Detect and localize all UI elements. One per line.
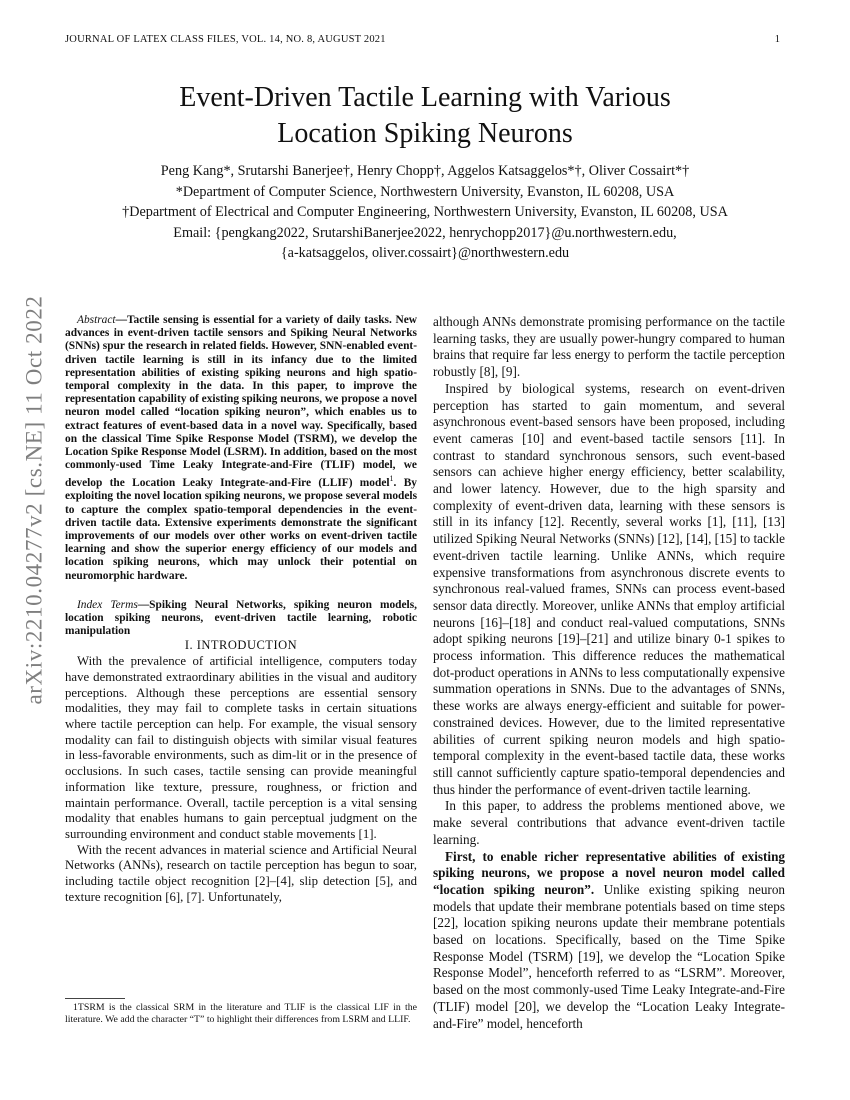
running-header: JOURNAL OF LATEX CLASS FILES, VOL. 14, NO. 8, AUGUST 2021 [65,34,386,45]
abstract [65,314,417,583]
title-line-2: Location Spiking Neurons [277,118,573,149]
index-terms [65,599,417,639]
footnote-divider [65,998,125,999]
right-paragraph-0: although ANNs demonstrate promising performance on the tactile learning tasks, they are usually power-hungry compared to human brains that require far less energy to perform the tactile perception robustly [8], [9]. [433,314,785,380]
page-number: 1 [774,34,780,45]
author-block [40,161,810,264]
footnote-mark: 1 [389,474,394,484]
footnote: 1TSRM is the classical SRM in the literature and TLIF is the classical LIF in the literature. We add the character “T” to highlight their differences from LSRM and LLIF. [65,1002,417,1025]
arxiv-identifier: arXiv:2210.04277v2 [cs.NE] 11 Oct 2022 [22,295,47,705]
contribution-1-bold: First, to enable richer representative abilities of existing spiking neurons, we propose a novel neuron model called “location spiking neuron”. [433,848,785,897]
arxiv-watermark-container [0,295,70,705]
author-names: Peng Kang*, Srutarshi Banerjee†, Henry Chopp†, Aggelos Katsaggelos*†, Oliver Cossairt*† [160,163,690,179]
left-column [65,314,417,905]
right-column [433,314,785,1032]
index-terms-text: —Spiking Neural Networks, spiking neuron models, location spiking neurons, event-driven tactile learning, robotic manipulation [65,598,417,638]
abstract-label: Abstract [77,314,116,326]
abstract-text-continued: . By exploiting the novel location spiking neurons, we propose several models to capture the complex spatio-temporal dependencies in the event-driven tactile data. Extensive experiments demonstrate the significant improvements of our models over other works on event-driven tactile learning and show the superior energy efficiency of our models and location spiking neurons, which may unlock their potential on neuromorphic hardware. [65,477,417,582]
author-emails-line-2: {a-katsaggelos, oliver.cossairt}@northwestern.edu [280,245,570,261]
intro-paragraph-1: With the prevalence of artificial intelligence, computers today have demonstrated extraordinary abilities in the visual and auditory perceptions. Although these perceptions are essential sensory modalities, they may fail to complete tasks in certain situations where tactile perception can help. For example, the visual sensory modality can fail to distinguish objects with similar visual features in less-favorable environments, such as dim-lit or in the presence of occlusions. In such cases, tactile sensing can provide meaningful information like texture, pressure, roughness, or friction and maintain performance. Overall, tactile perception is a vital sensing modality that enables humans to gain perceptual judgment on the surrounding environment and conduct stable movements [1]. [65,654,417,841]
right-paragraph-2: In this paper, to address the problems mentioned above, we make several contributions that advance event-driven tactile learning. [433,798,785,847]
section-heading-introduction: I. INTRODUCTION [184,638,298,653]
paper-title [65,80,785,152]
affiliation-cs: *Department of Computer Science, Northwestern University, Evanston, IL 60208, USA [175,183,675,200]
index-terms-label: Index Terms [77,598,138,611]
right-paragraph-1: Inspired by biological systems, research on event-driven perception has started to gain momentum, and several asynchronous event-based sensors have been proposed, including event cameras [10] and event-based tactile sensors [11]. In contrast to standard synchronous sensors, such event-based sensors can achieve higher energy efficiency, better scalability, and lower latency. However, due to the high sparsity and complexity of event-driven data, learning with these sensors is still in its infancy [12]. Recently, several works [1], [11], [13] utilized Spiking Neural Networks (SNNs) [12], [14], [15] to tackle event-driven tactile learning. Unlike ANNs, which require expensive transformations from asynchronous discrete events to synchronous real-valued frames, SNNs can process event-based sensor data directly. Moreover, unlike ANNs that employ artificial neurons [16]–[18] and conduct real-valued computations, SNNs adopt spiking neurons [19]–[21] and utilize binary 0-1 spikes to process information. This difference reduces the mathematical dot-product operations in ANNs to less computationally expensive summation operations in SNNs. Due to the advantages of SNNs, these works are always energy-efficient and suitable for power-constrained devices. However, due to the limited representative abilities of current spiking neuron models and high spatio-temporal complexity in the event-based tactile data, these works still cannot sufficiently capture spatio-temporal dependencies and thus hinder the performance of event-driven tactile learning. [433,380,785,797]
intro-paragraph-2: With the recent advances in material science and Artificial Neural Networks (ANNs), research on tactile perception has begun to soar, including tactile object recognition [2]–[4], slip detection [5], and texture recognition [6], [7]. Unfortunately, [65,842,417,904]
right-paragraph-3 [433,849,785,1033]
abstract-text: —Tactile sensing is essential for a variety of daily tasks. New advances in event-driven tactile sensors and Spiking Neural Networks (SNNs) spur the research in related fields. However, SNN-enabled event-driven tactile learning is still in its infancy due to the limited representation abilities of existing spiking neurons and high spatio-temporal complexity in the data. In this paper, to improve the representation capability of existing spiking neurons, we propose a novel neuron model called “location spiking neuron”, which enables us to extract features of event-based data in a novel way. Specifically, based on the classical Time Spike Response Model (TSRM), we develop the Location Spike Response Model (LSRM). In addition, based on the most commonly-used Time Leaky Integrate-and-Fire (TLIF) model, we develop the Location Leaky Integrate-and-Fire (LLIF) model [65,314,417,490]
author-emails-line-1: Email: {pengkang2022, SrutarshiBanerjee2022, henrychopp2017}@u.northwestern.edu, [173,224,677,241]
contribution-1-text: Unlike existing spiking neuron models that update their membrane potentials based on time steps [22], location spiking neurons update their membrane potentials based on locations. Specifically, based on the Time Spike Response Model (TSRM) [19], we develop the “Location Spike Response Model”, henceforth referred to as “LSRM”. Moreover, based on the most commonly-used Time Leaky Integrate-and-Fire (TLIF) model [20], we develop the “Location Leaky Integrate-and-Fire” model, henceforth [433,881,786,1031]
title-line-1: Event-Driven Tactile Learning with Various [179,82,671,113]
affiliation-ece: †Department of Electrical and Computer Engineering, Northwestern University, Evanston, IL 60208, USA [122,204,728,220]
